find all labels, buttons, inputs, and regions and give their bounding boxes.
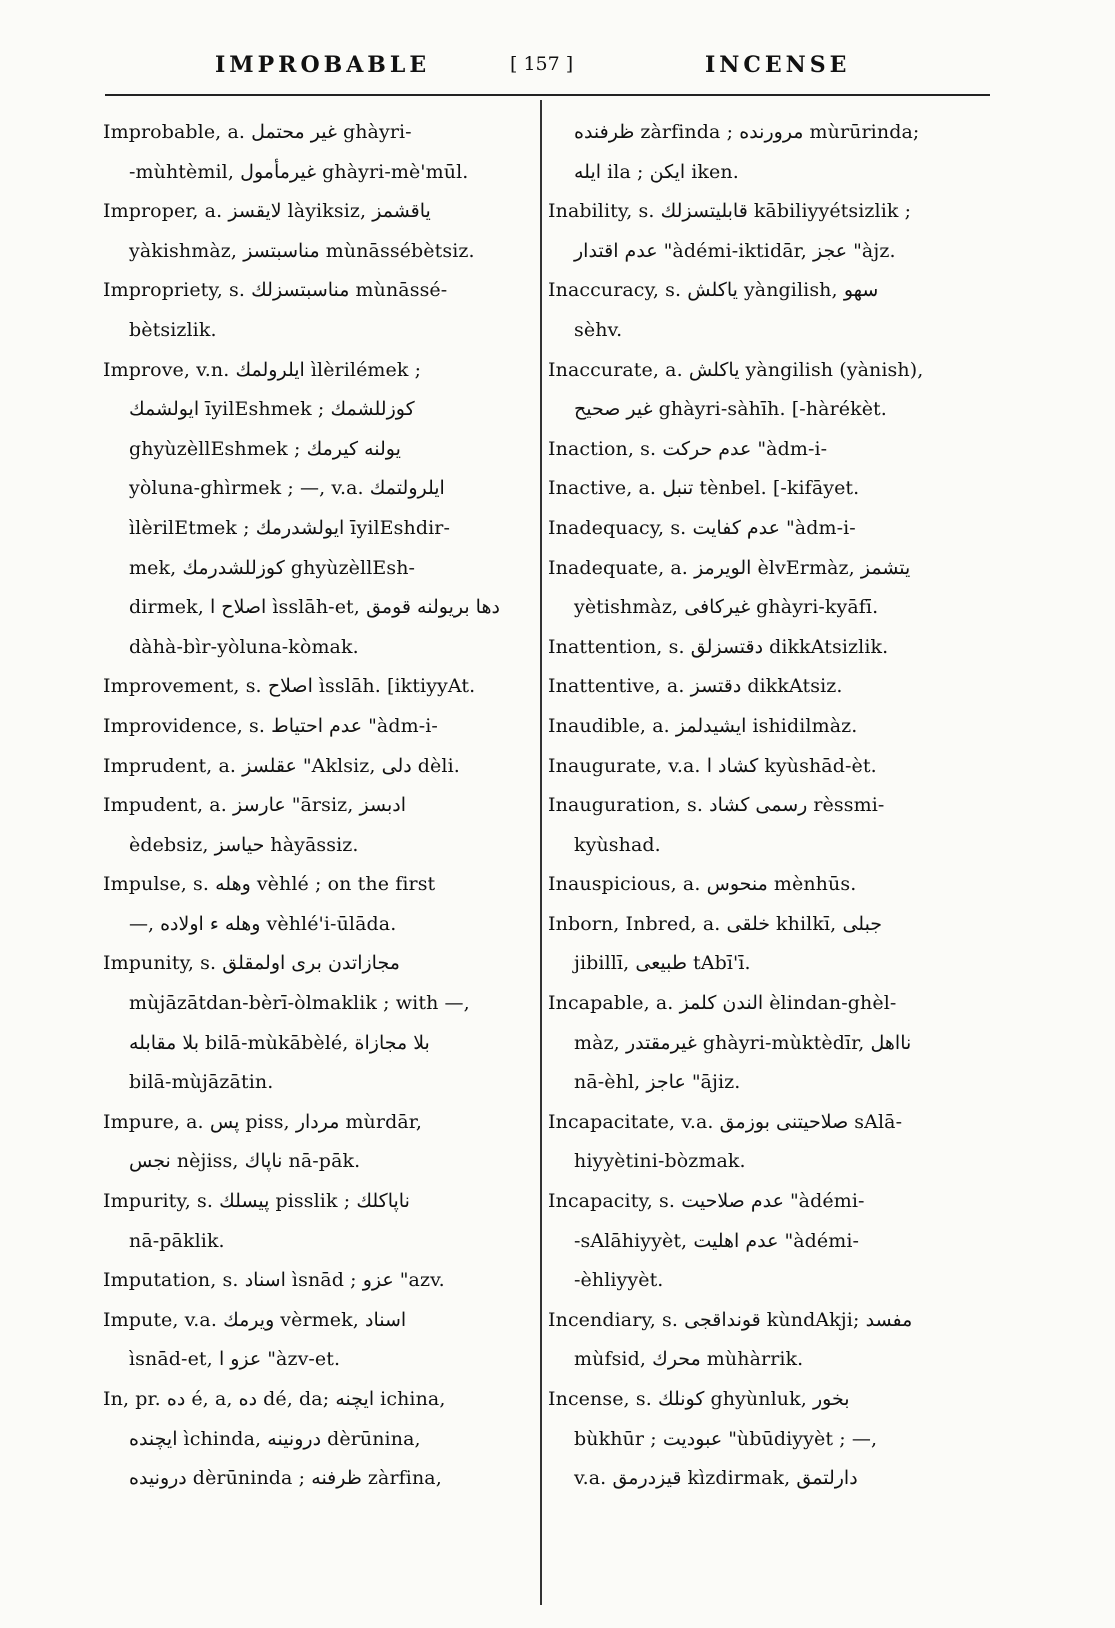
entry-line: Inauspicious, a. منحوس mènhūs. (548, 873, 857, 896)
entry-line: sèhv. (574, 318, 623, 341)
entry-line: yàkishmàz, مناسبتسز mùnāssébètsiz. (129, 239, 475, 262)
entry-line: Impute, v.a. ويرمك vèrmek, اسناد (103, 1308, 407, 1331)
entry-line: mek, كوزللشدرمك ghyùzèllEsh- (129, 556, 416, 579)
entry-line: kyùshad. (574, 833, 661, 856)
entry-line: -èhliyyèt. (574, 1269, 664, 1292)
entry-line: dàhà-bìr-yòluna-kòmak. (129, 635, 359, 658)
entry-line: -mùhtèmil, غيرمأمول ghàyri-mè'mūl. (129, 160, 469, 183)
entry-line: Inadequate, a. الويرمز èlvErmàz, يتشمز (548, 556, 911, 579)
header-rule (105, 94, 990, 96)
entry-line: عدم اقتدار "àdémi-iktidār, عجز "àjz. (574, 239, 896, 262)
entry-line: Impunity, s. مجازاتدن برى اولمقلق (103, 952, 400, 975)
entry-line: ايچنده ìchinda, درونينه dèrūnina, (129, 1427, 421, 1450)
page-header (105, 48, 1000, 88)
entry-line: In, pr. ده é, a, ده dé, da; ايچنه ichina, (103, 1388, 446, 1410)
entry-line: Impulse, s. وهله vèhlé ; on the first (103, 873, 436, 896)
header-right-word: INCENSE (705, 52, 851, 78)
entry-line: èdebsiz, حياسز hàyāssiz. (129, 833, 359, 856)
entry-line: Incapable, a. الندن كلمز èlindan-ghèl- (548, 992, 897, 1015)
entry-line: mùjāzātdan-bèrī-òlmaklik ; with —, (129, 992, 470, 1015)
entry-line: yòluna-ghìrmek ; —, v.a. ايلرولتمك (129, 477, 445, 500)
entry-line: Incapacitate, v.a. صلاحيتنى بوزمق sAlā- (548, 1110, 903, 1133)
entry-line: Inauguration, s. رسمى كشاد rèssmi- (548, 794, 885, 817)
entry-line: -sAlāhiyyèt, عدم اهليت "àdémi- (574, 1229, 860, 1252)
entry-line: ìsnād-et, عزو ا "àzv-et. (129, 1348, 341, 1371)
entry-line: Improper, a. لايقسز làyiksiz, ياقشمز (103, 200, 431, 223)
entry-line: Incendiary, s. قونداقجى kùndAkji; مفسد (548, 1308, 913, 1331)
entry-line: dirmek, اصلاح ا ìsslāh-et, دها بريولنه قومق (129, 596, 500, 619)
right-column (548, 113, 968, 1499)
entry-line: Imprudent, a. عقلسز "Aklsiz, دلى dèli. (103, 754, 460, 777)
header-left-word: IMPROBABLE (215, 52, 431, 78)
entry-line: Improve, v.n. ايلرولمك ìlèrilémek ; (103, 358, 422, 381)
entry-line: Impropriety, s. مناسبتسزلك mùnāssé- (103, 279, 448, 302)
entry-line: بلا مقابله bilā-mùkābèlé, بلا مجازاة (129, 1031, 430, 1054)
entry-line: غير صحيح ghàyri-sàhīh. [-hàrékèt. (574, 398, 887, 421)
entry-line: Inborn, Inbred, a. خلقى khilkī, جبلى (548, 912, 883, 935)
entry-line: ìlèrilEtmek ; ايولشدرمك īyilEshdir- (129, 516, 450, 539)
entry-line: Imputation, s. اسناد ìsnād ; عزو "azv. (103, 1269, 445, 1292)
entry-line: Impurity, s. پيسلك pisslik ; ناپاكلك (103, 1190, 410, 1213)
entry-line: bètsizlik. (129, 318, 217, 341)
entry-line: Inability, s. قابليتسزلك kābiliyyétsizlik ; (548, 200, 912, 223)
page-number: [ 157 ] (510, 53, 574, 75)
entry-line: Inaccurate, a. ياكلش yàngilish (yànish), (548, 358, 924, 381)
entry-line: hiyyètini-bòzmak. (574, 1150, 746, 1173)
entry-line: Improvidence, s. عدم احتياط "àdm-i- (103, 714, 438, 737)
entry-line: bùkhūr ; عبوديت "ùbūdiyyèt ; —, (574, 1427, 878, 1450)
entry-line: ايله ila ; ايكن iken. (574, 160, 739, 183)
entry-line: Inaudible, a. ايشيدلمز ishidilmàz. (548, 714, 858, 737)
entry-line: Improbable, a. غير محتمل ghàyri- (103, 121, 412, 143)
entry-line: Incapacity, s. عدم صلاحيت "àdémi- (548, 1190, 865, 1213)
entry-line: Inattentive, a. دقتسز dikkAtsiz. (548, 675, 843, 698)
entry-line: v.a. قيزدرمق kìzdirmak, دارلتمق (574, 1467, 858, 1490)
entry-line: Inadequacy, s. عدم كفايت "àdm-i- (548, 516, 856, 539)
entry-line: Impudent, a. عارسز "ārsiz, ادبسز (103, 794, 406, 817)
entry-line: mùfsid, محرك mùhàrrik. (574, 1348, 804, 1371)
entry-line: Incense, s. كونلك ghyùnluk, بخور (548, 1388, 850, 1410)
left-column (103, 113, 523, 1499)
entry-line: Impure, a. پس piss, مردار mùrdār, (103, 1110, 423, 1133)
entry-line: màz, غيرمقتدر ghàyri-mùktèdīr, نااهل (574, 1031, 912, 1054)
entry-line: nā-èhl, عاجز "ājiz. (574, 1071, 741, 1094)
entry-line: jibillī, طبيعى tAbī'ī. (574, 952, 751, 975)
entry-line: ghyùzèllEshmek ; يولنه كيرمك (129, 437, 401, 460)
entry-line: ظرفنده zàrfinda ; مرورنده mùrūrinda; (574, 121, 920, 143)
entry-line: Inaugurate, v.a. كشاد ا kyùshād-èt. (548, 754, 877, 777)
entry-line: —, وهله ء اولاده vèhlé'i-ūlāda. (129, 912, 397, 935)
entry-line: yètishmàz, غيركافى ghàyri-kyāfī. (574, 596, 879, 619)
entry-line: درونيده dèrūninda ; ظرفنه zàrfina, (129, 1467, 442, 1490)
entry-line: Inattention, s. دقتسزلق dikkAtsizlik. (548, 635, 889, 658)
entry-line: Inaction, s. عدم حركت "àdm-i- (548, 437, 828, 460)
entry-line: nā-pāklik. (129, 1229, 225, 1252)
entry-line: bilā-mùjāzātin. (129, 1071, 274, 1094)
entry-line: ايولشمك īyilEshmek ; كوزللشمك (129, 398, 415, 421)
column-divider (540, 100, 542, 1605)
entry-line: Improvement, s. اصلاح ìsslāh. [iktiyyAt. (103, 675, 476, 698)
entry-line: نجس nèjiss, ناپاك nā-pāk. (129, 1150, 361, 1173)
entry-line: Inactive, a. تنبل tènbel. [-kifāyet. (548, 477, 860, 500)
entry-line: Inaccuracy, s. ياكلش yàngilish, سهو (548, 279, 879, 302)
